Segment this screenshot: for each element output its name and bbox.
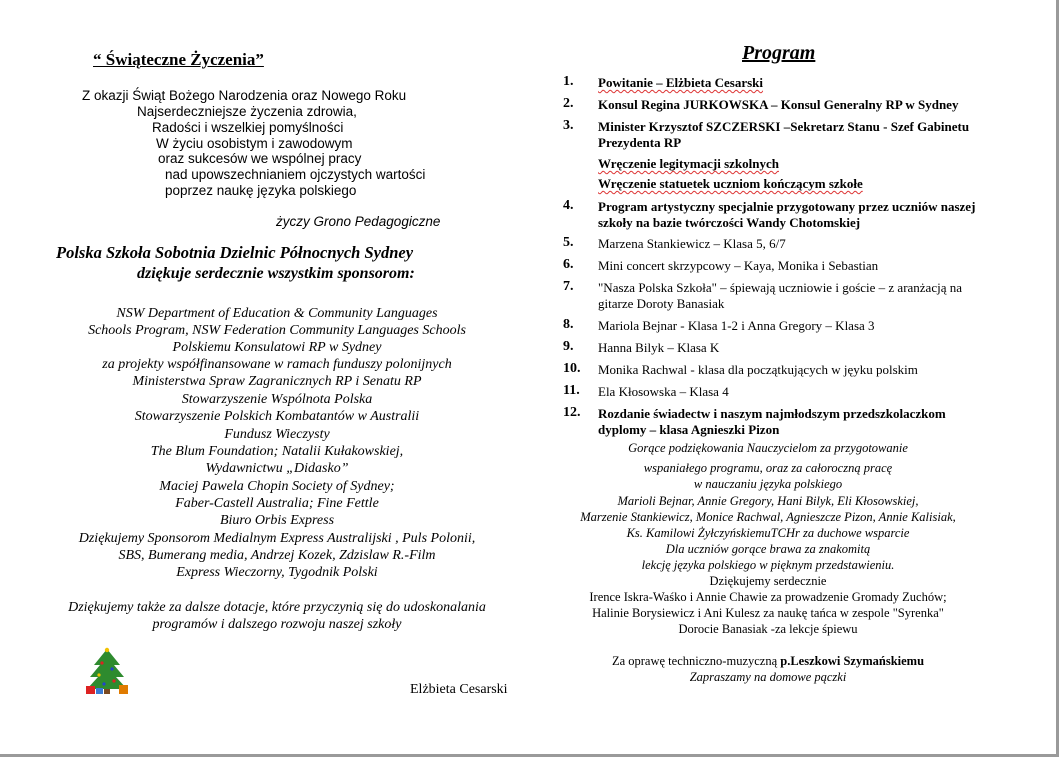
- sponsors-thanks: dziękuje serdecznie wszystkim sponsorom:: [137, 265, 415, 282]
- program-item-number: 4.: [563, 198, 574, 213]
- sponsor-line: Stowarzyszenie Polskich Kombatantów w Australii: [134, 409, 420, 424]
- ack-line: Halinie Borysiewicz i Ani Kulesz za naukę tańca w zespole "Syrenka": [592, 606, 944, 620]
- sponsor-line: Faber-Castell Australia; Fine Fettle: [175, 496, 379, 511]
- greeting-line: Z okazji Świąt Bożego Narodzenia oraz Nowego Roku: [82, 88, 407, 103]
- program-item-text: Powitanie – Elżbieta Cesarski: [598, 75, 764, 90]
- greeting-line: nad upowszechnianiem ojczystych wartości: [165, 167, 426, 182]
- sponsor-line: Dziękujemy Sponsorom Medialnym Express Australijski , Puls Polonii,: [78, 531, 476, 546]
- ack-line: Ks. Kamilowi ŻyłczyńskiemuTCHr za duchowe wsparcie: [626, 526, 910, 540]
- program-item-text: Wręczenie legitymacji szkolnych: [598, 156, 779, 171]
- greeting-title: “ Świąteczne Życzenia”: [93, 50, 264, 69]
- sponsor-line: Biuro Orbis Express: [219, 513, 335, 528]
- sponsor-line: NSW Department of Education & Community Languages: [116, 306, 438, 321]
- sponsor-line: Schools Program, NSW Federation Community Languages Schools: [88, 323, 466, 338]
- ack-line: Marioli Bejnar, Annie Gregory, Hani Bilyk, Eli Kłosowskiej,: [617, 494, 919, 508]
- tech-thanks: [533, 654, 1003, 669]
- program-item-number: 2.: [563, 96, 574, 111]
- program-item-text: Wręczenie statuetek uczniom kończącym szkołe: [598, 176, 863, 191]
- program-item-number: 7.: [563, 279, 574, 294]
- program-item-number: 5.: [563, 235, 574, 250]
- greeting-from: życzy Grono Pedagogiczne: [276, 214, 441, 229]
- tech-thanks-name: p.Leszkowi Szymańskiemu: [780, 654, 925, 668]
- program-item-text: Program artystyczny specjalnie przygotowany przez uczniów naszej: [598, 199, 976, 214]
- closing-line: Dziękujemy także za dalsze dotacje, które przyczynią się do udoskonalania: [68, 600, 486, 615]
- greeting-line: Najserdeczniejsze życzenia zdrowia,: [137, 104, 357, 119]
- program-item-text: szkoły na bazie twórczości Wandy Chotomskiej: [598, 215, 861, 230]
- school-name: Polska Szkoła Sobotnia Dzielnic Północnych Sydney: [56, 243, 414, 262]
- sponsor-line: Express Wieczorny, Tygodnik Polski: [176, 565, 378, 580]
- program-item-text: Prezydenta RP: [598, 135, 682, 150]
- signature: Elżbieta Cesarski: [410, 682, 508, 697]
- program-item-number: 12.: [563, 405, 581, 420]
- program-item-text: "Nasza Polska Szkoła" – śpiewają uczniowie i goście – z aranżacją na: [598, 280, 962, 295]
- program-item-number: 1.: [563, 74, 574, 89]
- program-item-number: 11.: [563, 383, 580, 398]
- sponsor-line: The Blum Foundation; Natalii Kułakowskiej,: [150, 444, 404, 459]
- closing-line: programów i dalszego rozwoju naszej szkoły: [152, 617, 402, 632]
- sponsor-line: za projekty współfinansowane w ramach funduszy polonijnych: [102, 357, 452, 372]
- ack-line: lekcję języka polskiego w pięknym przedstawieniu.: [641, 558, 895, 572]
- program-item-text: Minister Krzysztof SZCZERSKI –Sekretarz Stanu - Szef Gabinetu: [598, 119, 970, 134]
- ack-line: Dla uczniów gorące brawa za znakomitą: [665, 542, 871, 556]
- program-item-text: Marzena Stankiewicz – Klasa 5, 6/7: [598, 236, 786, 251]
- program-item-text: Konsul Regina JURKOWSKA – Konsul Generalny RP w Sydney: [598, 97, 959, 112]
- program-item-text: Monika Rachwal - klasa dla początkujących w jęyku polskim: [598, 362, 918, 377]
- tech-thanks-prefix: Za oprawę techniczno-muzyczną: [611, 654, 778, 668]
- program-item-number: 8.: [563, 317, 574, 332]
- program-item-text: Mini concert skrzypcowy – Kaya, Monika i Sebastian: [598, 258, 879, 273]
- sponsor-line: Polskiemu Konsulatowi RP w Sydney: [172, 340, 382, 355]
- program-item-number: 3.: [563, 118, 574, 133]
- program-title: Program: [742, 42, 816, 64]
- greeting-line: Radości i wszelkiej pomyślności: [152, 120, 344, 135]
- sponsor-line: Ministerstwa Spraw Zagranicznych RP i Senatu RP: [132, 374, 422, 389]
- greeting-line: W życiu osobistym i zawodowym: [156, 136, 353, 151]
- greeting-line: poprzez naukę języka polskiego: [165, 183, 357, 198]
- ack-line: Gorące podziękowania Nauczycielom za przygotowanie: [628, 441, 908, 455]
- program-item-number: 10.: [563, 361, 581, 376]
- program-item-text: Ela Kłosowska – Klasa 4: [598, 384, 729, 399]
- sponsor-line: SBS, Bumerang media, Andrzej Kozek, Zdzislaw R.-Film: [118, 548, 436, 563]
- program-item-text: dyplomy – klasa Agnieszki Pizon: [598, 422, 780, 437]
- ack-line: Dorocie Banasiak -za lekcje śpiewu: [678, 622, 858, 636]
- invite-line: Zapraszamy na domowe pączki: [689, 670, 847, 684]
- ack-line: Irence Iskra-Waśko i Annie Chawie za prowadzenie Gromady Zuchów;: [589, 590, 947, 604]
- program-item-number: 6.: [563, 257, 574, 272]
- program-item-number: 9.: [563, 339, 574, 354]
- program-item-text: Hanna Bilyk – Klasa K: [598, 340, 720, 355]
- sponsor-line: Wydawnictwu „Didasko”: [205, 461, 349, 476]
- sponsor-line: Maciej Pawela Chopin Society of Sydney;: [159, 479, 395, 494]
- ack-line: wspaniałego programu, oraz za całoroczną pracę: [643, 461, 893, 475]
- sponsor-line: Fundusz Wieczysty: [224, 427, 330, 442]
- christmas-tree-icon: [84, 647, 130, 695]
- ack-line: Dziękujemy serdecznie: [709, 574, 827, 588]
- ack-line: w nauczaniu języka polskiego: [693, 477, 843, 491]
- program-item-text: Rozdanie świadectw i naszym najmłodszym przedszkolaczkom: [598, 406, 946, 421]
- program-item-text: gitarze Doroty Banasiak: [598, 296, 725, 311]
- greeting-line: oraz sukcesów we wspólnej pracy: [158, 151, 362, 166]
- ack-line: Marzenie Stankiewicz, Monice Rachwal, Agnieszcze Pizon, Annie Kalisiak,: [580, 510, 956, 524]
- sponsor-line: Stowarzyszenie Wspólnota Polska: [181, 392, 373, 407]
- program-item-text: Mariola Bejnar - Klasa 1-2 i Anna Gregory – Klasa 3: [598, 318, 875, 333]
